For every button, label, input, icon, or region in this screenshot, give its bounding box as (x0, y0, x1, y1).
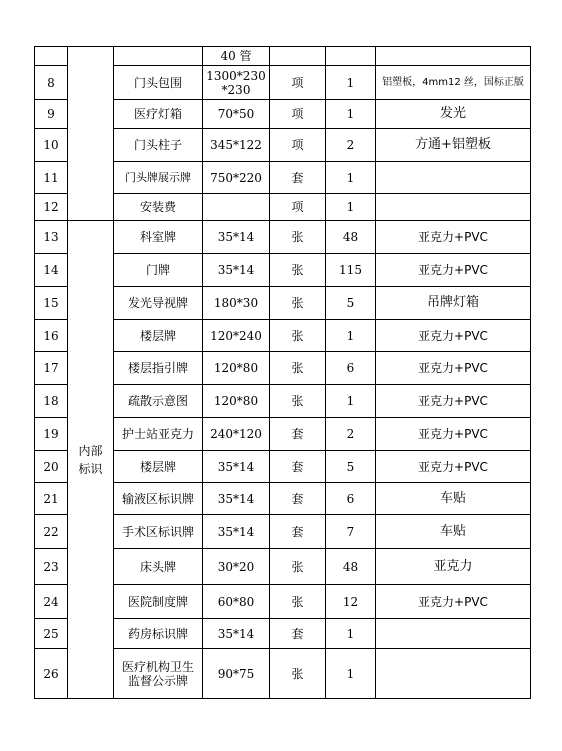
item-material (376, 162, 531, 194)
item-spec: 120*240 (203, 320, 270, 352)
item-spec: 35*14 (203, 483, 270, 515)
item-material: 发光 (376, 100, 531, 129)
row-number: 22 (35, 515, 68, 549)
item-material (376, 47, 531, 66)
item-name: 护士站亚克力 (114, 418, 203, 451)
row-number: 18 (35, 385, 68, 418)
item-spec: 1300*230*230 (203, 66, 270, 100)
row-number: 10 (35, 129, 68, 162)
item-material: 方通+铝塑板 (376, 129, 531, 162)
item-spec: 70*50 (203, 100, 270, 129)
item-qty: 6 (326, 483, 376, 515)
item-unit: 套 (270, 483, 326, 515)
item-qty: 1 (326, 649, 376, 699)
item-qty: 1 (326, 194, 376, 221)
item-qty: 48 (326, 549, 376, 585)
item-spec: 35*14 (203, 221, 270, 254)
item-material: 亚克力 (376, 549, 531, 585)
item-qty: 1 (326, 619, 376, 649)
item-material: 亚克力+PVC (376, 320, 531, 352)
item-spec: 35*14 (203, 515, 270, 549)
item-name: 药房标识牌 (114, 619, 203, 649)
item-unit: 项 (270, 129, 326, 162)
item-material: 亚克力+PVC (376, 352, 531, 385)
category-cell-internal: 内部标识 (68, 221, 114, 699)
item-spec (203, 194, 270, 221)
item-qty: 2 (326, 418, 376, 451)
item-spec: 30*20 (203, 549, 270, 585)
item-unit: 张 (270, 649, 326, 699)
item-material (376, 619, 531, 649)
item-unit: 张 (270, 385, 326, 418)
item-name: 科室牌 (114, 221, 203, 254)
item-unit: 套 (270, 418, 326, 451)
item-qty: 1 (326, 320, 376, 352)
item-name: 楼层牌 (114, 451, 203, 483)
item-material: 亚克力+PVC (376, 221, 531, 254)
item-unit: 套 (270, 162, 326, 194)
table-row (35, 221, 531, 254)
item-unit: 张 (270, 221, 326, 254)
row-number (35, 47, 68, 66)
item-name: 医疗机构卫生监督公示牌 (114, 649, 203, 699)
quotation-table (34, 46, 531, 699)
item-unit: 张 (270, 585, 326, 619)
item-qty: 2 (326, 129, 376, 162)
item-spec: 120*80 (203, 385, 270, 418)
item-name: 楼层指引牌 (114, 352, 203, 385)
item-unit: 张 (270, 352, 326, 385)
row-number: 26 (35, 649, 68, 699)
item-name: 医院制度牌 (114, 585, 203, 619)
item-name: 疏散示意图 (114, 385, 203, 418)
item-qty: 12 (326, 585, 376, 619)
item-spec: 750*220 (203, 162, 270, 194)
item-qty: 1 (326, 162, 376, 194)
item-unit: 张 (270, 320, 326, 352)
item-name: 床头牌 (114, 549, 203, 585)
row-number: 20 (35, 451, 68, 483)
item-name: 门牌 (114, 254, 203, 287)
item-spec: 35*14 (203, 254, 270, 287)
item-name: 输液区标识牌 (114, 483, 203, 515)
item-material: 亚克力+PVC (376, 385, 531, 418)
item-spec: 35*14 (203, 451, 270, 483)
row-number: 19 (35, 418, 68, 451)
item-name: 门头牌展示牌 (114, 162, 203, 194)
item-qty: 1 (326, 66, 376, 100)
row-number: 15 (35, 287, 68, 320)
row-number: 8 (35, 66, 68, 100)
item-unit: 张 (270, 287, 326, 320)
item-material: 亚克力+PVC (376, 585, 531, 619)
item-material: 车贴 (376, 515, 531, 549)
item-spec: 60*80 (203, 585, 270, 619)
item-material: 亚克力+PVC (376, 451, 531, 483)
row-number: 21 (35, 483, 68, 515)
item-unit: 套 (270, 619, 326, 649)
item-spec: 180*30 (203, 287, 270, 320)
category-cell-exterior (68, 47, 114, 221)
item-material (376, 649, 531, 699)
row-number: 23 (35, 549, 68, 585)
item-qty: 5 (326, 451, 376, 483)
item-name: 门头柱子 (114, 129, 203, 162)
item-unit: 张 (270, 549, 326, 585)
row-number: 13 (35, 221, 68, 254)
item-unit (270, 47, 326, 66)
item-unit: 张 (270, 254, 326, 287)
item-qty (326, 47, 376, 66)
item-qty: 48 (326, 221, 376, 254)
item-spec: 120*80 (203, 352, 270, 385)
item-spec: 345*122 (203, 129, 270, 162)
item-unit: 项 (270, 100, 326, 129)
item-unit: 项 (270, 66, 326, 100)
row-number: 14 (35, 254, 68, 287)
row-number: 9 (35, 100, 68, 129)
item-spec: 240*120 (203, 418, 270, 451)
item-material (376, 194, 531, 221)
table-row (35, 47, 531, 66)
item-material: 亚克力+PVC (376, 254, 531, 287)
item-unit: 套 (270, 515, 326, 549)
item-name: 手术区标识牌 (114, 515, 203, 549)
item-name: 安装费 (114, 194, 203, 221)
item-name: 发光导视牌 (114, 287, 203, 320)
item-qty: 115 (326, 254, 376, 287)
item-qty: 7 (326, 515, 376, 549)
item-material: 车贴 (376, 483, 531, 515)
item-material: 铝塑板，4mm12 丝，国标正版 (376, 66, 531, 100)
row-number: 16 (35, 320, 68, 352)
item-unit: 项 (270, 194, 326, 221)
item-name: 医疗灯箱 (114, 100, 203, 129)
row-number: 11 (35, 162, 68, 194)
item-name: 门头包围 (114, 66, 203, 100)
row-number: 24 (35, 585, 68, 619)
item-spec: 35*14 (203, 619, 270, 649)
item-material: 亚克力+PVC (376, 418, 531, 451)
item-name (114, 47, 203, 66)
item-unit: 套 (270, 451, 326, 483)
item-qty: 5 (326, 287, 376, 320)
item-material: 吊牌灯箱 (376, 287, 531, 320)
item-qty: 6 (326, 352, 376, 385)
item-name: 楼层牌 (114, 320, 203, 352)
row-number: 25 (35, 619, 68, 649)
item-spec: 90*75 (203, 649, 270, 699)
item-qty: 1 (326, 100, 376, 129)
row-number: 17 (35, 352, 68, 385)
row-number: 12 (35, 194, 68, 221)
item-spec: 40 管 (203, 47, 270, 66)
item-qty: 1 (326, 385, 376, 418)
